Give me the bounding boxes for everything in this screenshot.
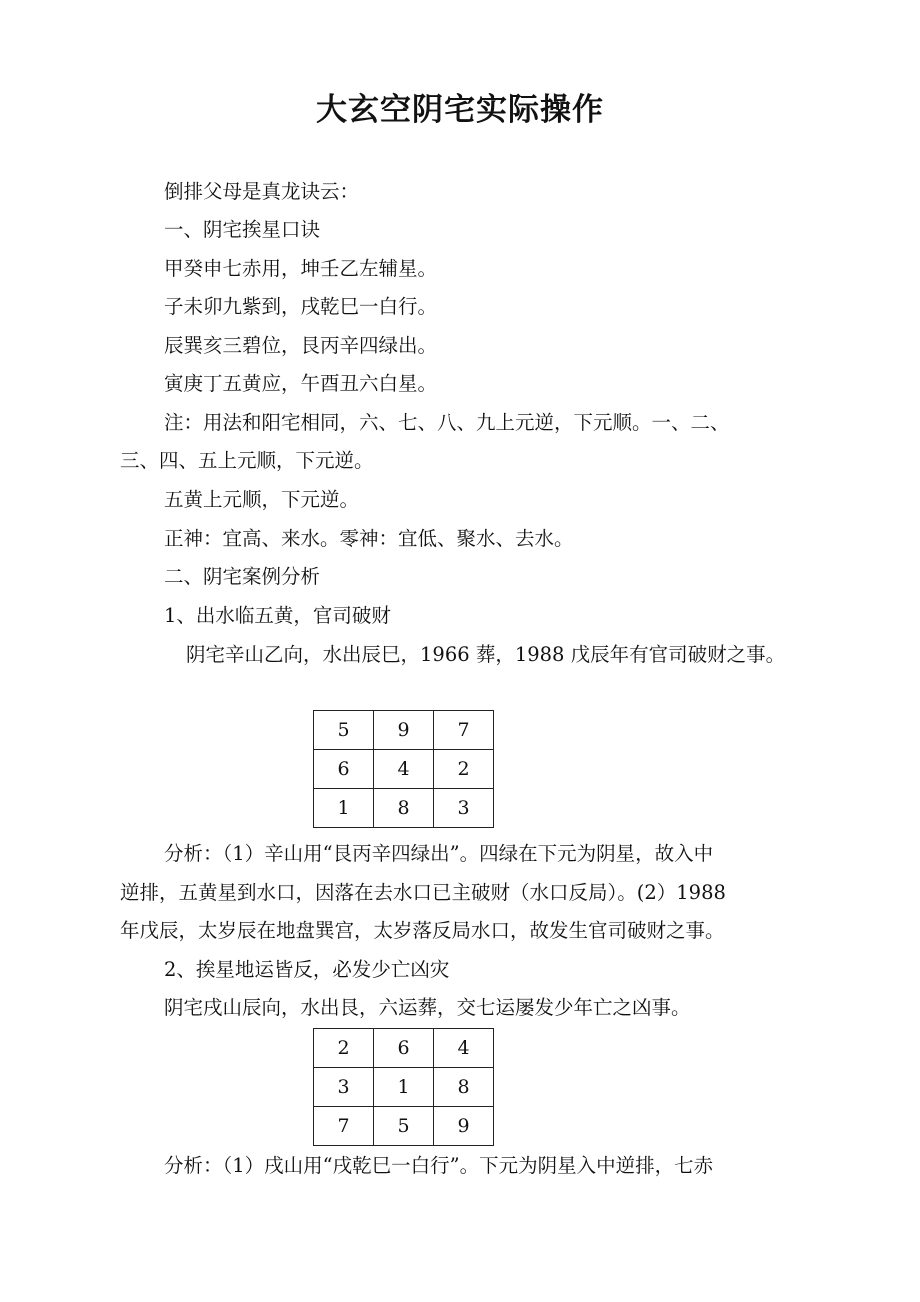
grid-cell: 8 bbox=[374, 789, 434, 828]
text-line: 正神：宜高、来水。零神：宜低、聚水、去水。 bbox=[164, 527, 574, 550]
grid-cell: 6 bbox=[314, 750, 374, 789]
grid-cell: 4 bbox=[434, 1029, 494, 1068]
grid-cell: 3 bbox=[314, 1068, 374, 1107]
analysis-line: 分析：（1）辛山用“艮丙辛四绿出”。四绿在下元为阴星，故入中 bbox=[164, 842, 714, 865]
text-line: 五黄上元顺，下元逆。 bbox=[164, 488, 360, 511]
formula-line: 子未卯九紫到，戌乾巳一白行。 bbox=[164, 295, 438, 318]
grid-cell: 9 bbox=[374, 711, 434, 750]
grid-cell: 3 bbox=[434, 789, 494, 828]
grid-row bbox=[314, 1029, 494, 1068]
grid-cell: 1 bbox=[314, 789, 374, 828]
text-line-intro: 倒排父母是真龙诀云： bbox=[164, 180, 360, 203]
case-heading: 1、出水临五黄，官司破财 bbox=[164, 604, 391, 627]
case-description: 阴宅戌山辰向，水出艮，六运葬，交七运屡发少年亡之凶事。 bbox=[164, 996, 691, 1019]
note-line-continued: 三、四、五上元顺，下元逆。 bbox=[120, 449, 374, 472]
formula-line: 甲癸申七赤用，坤壬乙左辅星。 bbox=[164, 257, 438, 280]
grid-row bbox=[314, 1107, 494, 1146]
page-title: 大玄空阴宅实际操作 bbox=[316, 92, 604, 128]
section-heading-cases: 二、阴宅案例分析 bbox=[164, 565, 321, 588]
formula-line: 寅庚丁五黄应，午酉丑六白星。 bbox=[164, 372, 438, 395]
grid-cell: 5 bbox=[314, 711, 374, 750]
analysis-line: 逆排，五黄星到水口，因落在去水口已主破财（水口反局）。(2）1988 bbox=[120, 881, 726, 904]
analysis-line: 年戊辰，太岁辰在地盘巽宫，太岁落反局水口，故发生官司破财之事。 bbox=[120, 919, 725, 942]
analysis-line: 分析：（1）戌山用“戌乾巳一白行”。下元为阴星入中逆排，七赤 bbox=[164, 1154, 714, 1177]
grid-cell: 9 bbox=[434, 1107, 494, 1146]
case-heading: 2、挨星地运皆反，必发少亡凶灾 bbox=[164, 958, 450, 981]
grid-cell: 7 bbox=[434, 711, 494, 750]
grid-cell: 2 bbox=[314, 1029, 374, 1068]
grid-cell: 2 bbox=[434, 750, 494, 789]
grid-row bbox=[314, 1068, 494, 1107]
grid-cell: 7 bbox=[314, 1107, 374, 1146]
star-chart-grid bbox=[313, 1028, 494, 1146]
note-line: 注：用法和阳宅相同，六、七、八、九上元逆，下元顺。一、二、 bbox=[164, 411, 730, 434]
grid-row bbox=[314, 789, 494, 828]
grid-row bbox=[314, 711, 494, 750]
grid-cell: 5 bbox=[374, 1107, 434, 1146]
section-heading-formula: 一、阴宅挨星口诀 bbox=[164, 218, 321, 241]
grid-row bbox=[314, 750, 494, 789]
grid-cell: 8 bbox=[434, 1068, 494, 1107]
star-chart-grid bbox=[313, 710, 494, 828]
grid-cell: 1 bbox=[374, 1068, 434, 1107]
formula-line: 辰巽亥三碧位，艮丙辛四绿出。 bbox=[164, 334, 438, 357]
grid-cell: 4 bbox=[374, 750, 434, 789]
grid-cell: 6 bbox=[374, 1029, 434, 1068]
case-description: 阴宅辛山乙向，水出辰巳，1966 葬，1988 戊辰年有官司破财之事。 bbox=[186, 643, 786, 666]
